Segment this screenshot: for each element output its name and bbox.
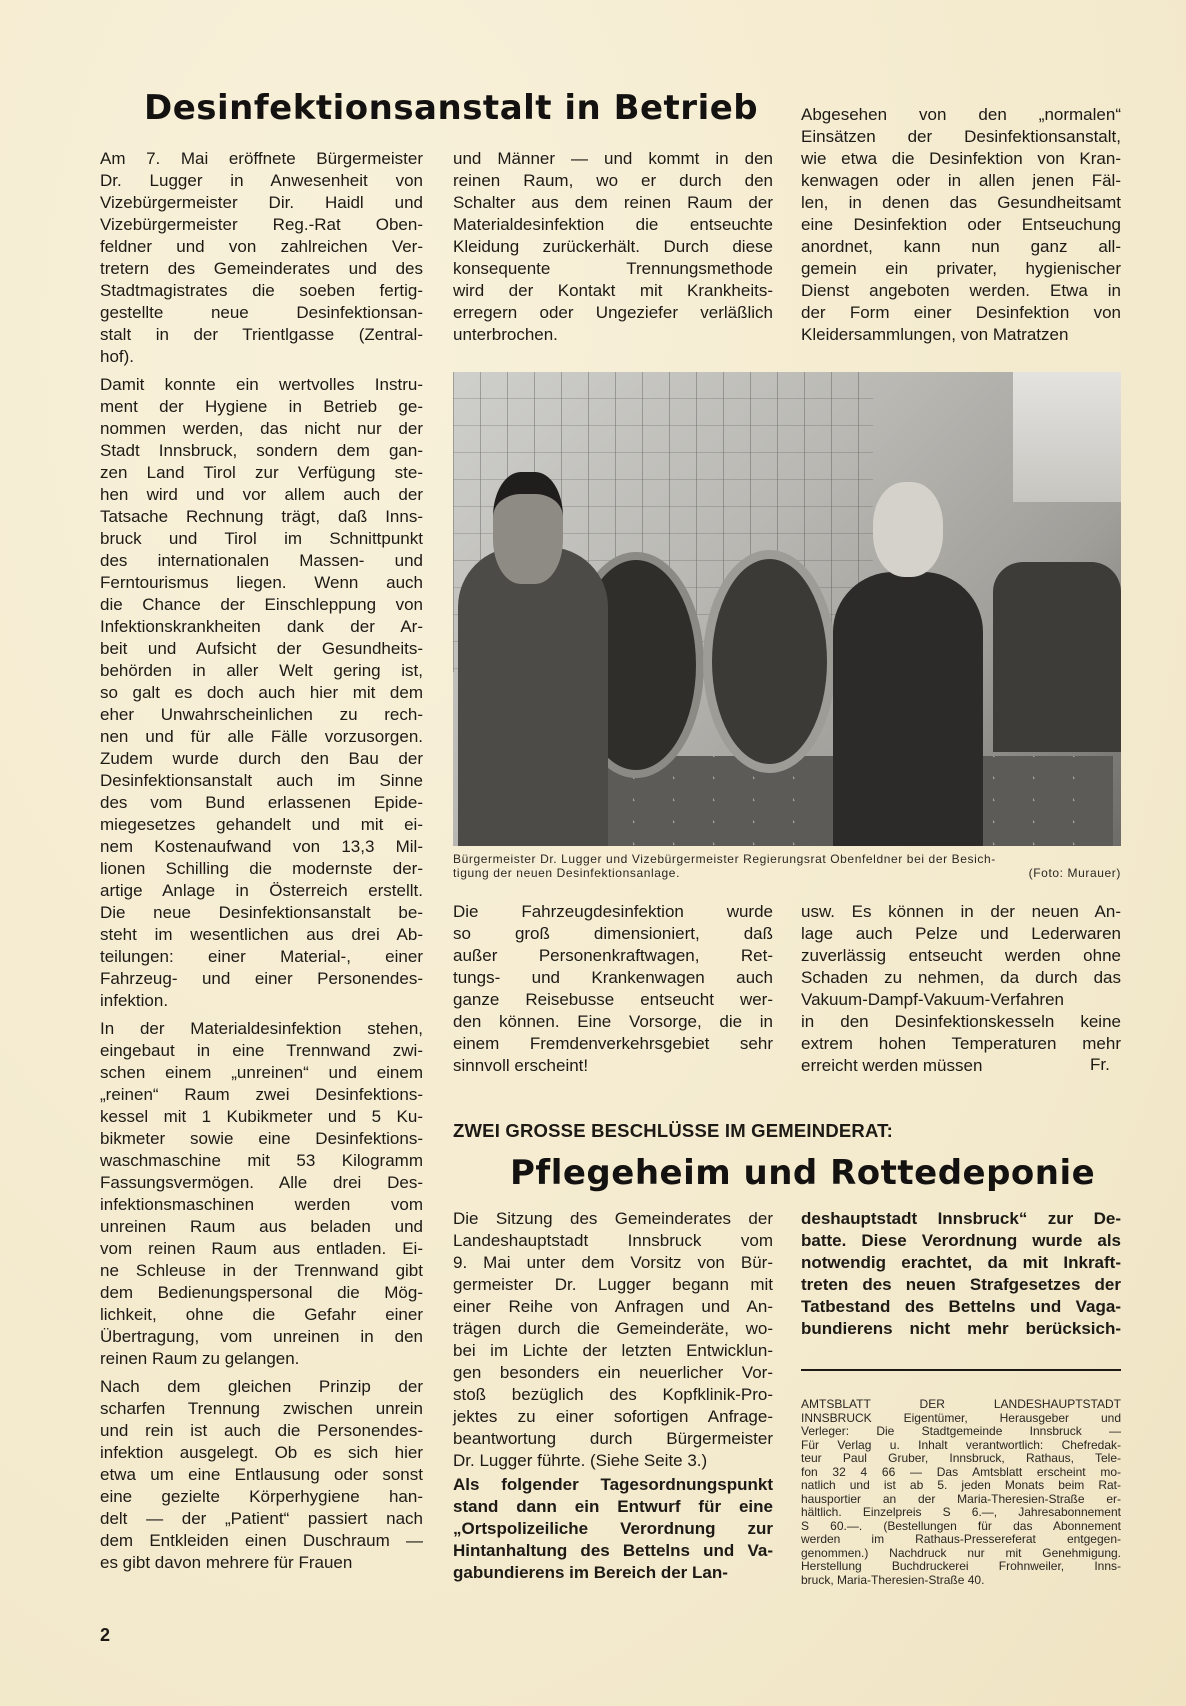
text-line: Dr. Lugger führte. (Siehe Seite 3.) (453, 1451, 708, 1470)
group-background (993, 562, 1121, 752)
text-line: hältlich. Einzelpreis S 6.—, Jahresabonnement (801, 1505, 1121, 1519)
text-line: stand dann ein Entwurf für eine (453, 1497, 773, 1516)
text-line: In der Materialdesinfektion stehen, (100, 1019, 423, 1038)
text-line: feldner und von zahlreichen Ver- (100, 237, 423, 256)
text-line: bruck und Tirol im Schnittpunkt (100, 529, 423, 548)
text-line: Kleidersammlungen, von Matratzen (801, 325, 1069, 344)
text-line: es gibt davon mehrere für Frauen (100, 1553, 353, 1572)
text-line: den können. Eine Vorsorge, die in (453, 1012, 773, 1031)
text-line: ganze Reisebusse entseucht wer- (453, 990, 773, 1009)
author-signature: Fr. (1090, 1055, 1110, 1074)
text-line: lionen Schilling die modernste der- (100, 859, 423, 878)
text-line: extrem hohen Temperaturen mehr (801, 1034, 1121, 1053)
text-line: Kleidung zurückerhält. Durch diese (453, 237, 773, 256)
text-line: usw. Es können in der neuen An- (801, 902, 1121, 921)
text-line: nommen werden, das nicht nur der (100, 419, 423, 438)
text-line: nem Kostenaufwand von 13,3 Mil- (100, 837, 423, 856)
ceiling-duct (1013, 372, 1121, 502)
paragraph (801, 901, 1121, 1077)
article-column-1 (100, 148, 423, 1580)
text-line: teilungen: einer Material-, einer (100, 947, 423, 966)
text-line: erregern oder Ungeziefer verläßlich (453, 303, 773, 322)
caption-line-2: tigung der neuen Desinfektionsanlage. (453, 866, 681, 880)
text-line: Materialdesinfektion die entseuchte (453, 215, 773, 234)
article-column-2-top (453, 148, 773, 352)
text-line: batte. Diese Verordnung wurde als (801, 1231, 1121, 1250)
text-line: dem Bedienungspersonal die Mög- (100, 1283, 423, 1302)
photo-caption (453, 852, 1121, 880)
text-line: notwendig erachtet, da mit Inkraft- (801, 1253, 1121, 1272)
article-column-2-bottom (453, 901, 773, 1083)
text-line: sinnvoll erscheint! (453, 1056, 589, 1075)
text-line: eine gezielte Körperhygiene han- (100, 1487, 423, 1506)
text-line: Übertragung, vom unreinen in den (100, 1327, 423, 1346)
text-line: anordnet, kann nun ganz all- (801, 237, 1121, 256)
text-line: trägen durch die Gemeinderäte, wo- (453, 1319, 773, 1338)
caption-line-1: Bürgermeister Dr. Lugger und Vizebürgermeister Regierungsrat Obenfeldner bei der Besich- (453, 852, 996, 866)
text-line: Tatbestand des Bettelns und Vaga- (801, 1297, 1121, 1316)
paragraph (453, 148, 773, 346)
text-line: hen wird und vor allem auch der (100, 485, 423, 504)
text-line: natlich und ist ab 5. jeden Monats beim Rat- (801, 1478, 1121, 1492)
text-line: bei im Lichte der letzten Entwicklun- (453, 1341, 773, 1360)
text-line: eingebaut in eine Trennwand zwi- (100, 1041, 423, 1060)
text-line: beit und Aufsicht der Gesundheits- (100, 639, 423, 658)
text-line: stoß bezüglich des Kopfklinik-Pro- (453, 1385, 773, 1404)
text-line: treten des neuen Strafgesetzes der (801, 1275, 1121, 1294)
person-center (833, 572, 983, 846)
text-line: wird der Kontakt mit Krankheits- (453, 281, 773, 300)
text-line: unterbrochen. (453, 325, 558, 344)
text-line: „Ortspolizeiliche Verordnung zur (453, 1519, 773, 1538)
text-line: unreinen Raum aus beladen und (100, 1217, 423, 1236)
text-line: tungs- und Krankenwagen auch (453, 968, 773, 987)
person-left-head (493, 472, 563, 584)
imprint-divider (801, 1369, 1121, 1371)
text-line: Tatsache Rechnung trägt, daß Inns- (100, 507, 423, 526)
text-line: Zudem wurde durch den Bau der (100, 749, 423, 768)
text-line: tretern des Gemeinderates und des (100, 259, 423, 278)
text-line: Einsätzen der Desinfektionsanstalt, (801, 127, 1121, 146)
text-line: fon 32 4 66 — Das Amtsblatt erscheint mo- (801, 1464, 1121, 1479)
article-headline-2: Pflegeheim und Rottedeponie (510, 1153, 1096, 1193)
article-kicker: ZWEI GROSSE BESCHLÜSSE IM GEMEINDERAT: (453, 1120, 893, 1141)
text-line: hof). (100, 347, 135, 366)
text-line: Vakuum-Dampf-Vakuum-Verfahren (801, 990, 1064, 1009)
text-line: des internationalen Massen- und (100, 551, 423, 570)
text-line: stalt in der Trientlgasse (Zentral- (100, 325, 423, 344)
paragraph-bold (801, 1208, 1121, 1340)
imprint-box (801, 1398, 1121, 1587)
paragraph (453, 901, 773, 1077)
text-line: bruck, Maria-Theresien-Straße 40. (801, 1572, 985, 1587)
article-2-column-3 (801, 1208, 1121, 1346)
text-line: Abgesehen von den „normalen“ (801, 105, 1121, 124)
text-line: infektionsmaschinen werden vom (100, 1195, 423, 1214)
text-line: S 60.—. (Bestellungen für das Abonnement (801, 1518, 1121, 1533)
text-line: miegesetzes gehandelt und mit ei- (100, 815, 423, 834)
text-line: erreicht werden müssen (801, 1056, 983, 1075)
text-line: reinen Raum, wo er durch den (453, 171, 773, 190)
text-line: Die Fahrzeugdesinfektion wurde (453, 902, 773, 921)
text-line: der Form einer Desinfektion von (801, 303, 1121, 322)
autoclave-door (703, 550, 836, 773)
text-line: in den Desinfektionskesseln keine (801, 1012, 1121, 1031)
text-line: etwa um eine Entlausung oder sonst (100, 1465, 423, 1484)
text-line: Stadt Innsbruck, sondern dem gan- (100, 441, 423, 460)
text-line: eine Desinfektion oder Entseuchung (801, 215, 1121, 234)
text-line: Herstellung Buchdruckerei Frohnweiler, Inns- (801, 1559, 1121, 1573)
paragraph (100, 374, 423, 1012)
text-line: ment der Hygiene in Betrieb ge- (100, 397, 423, 416)
paragraph (100, 148, 423, 368)
text-line: die Chance der Einschleppung von (100, 595, 423, 614)
paragraph (100, 1018, 423, 1370)
paragraph (453, 1208, 773, 1472)
text-line: Die Sitzung des Gemeinderates der (453, 1209, 773, 1228)
text-line: vom reinen Raum aus entladen. Ei- (100, 1239, 423, 1258)
text-line: kenwagen oder in allen jenen Fäl- (801, 171, 1121, 190)
text-line: Schalter aus dem reinen Raum der (453, 193, 773, 212)
text-line: eher Unwahrscheinlichen zu rech- (100, 705, 423, 724)
article-photo (453, 372, 1121, 846)
person-center-head (873, 482, 943, 577)
text-line: dem Entkleiden einen Duschraum — (100, 1531, 423, 1550)
text-line: Als folgender Tagesordnungspunkt (453, 1475, 773, 1494)
text-line: Vizebürgermeister Reg.-Rat Oben- (100, 215, 423, 234)
text-line: INNSBRUCK Eigentümer, Herausgeber und (801, 1410, 1121, 1425)
text-line: infektion. (100, 991, 169, 1010)
text-line: so groß dimensioniert, daß (453, 924, 773, 943)
article-2-column-2 (453, 1208, 773, 1590)
text-line: Fassungsvermögen. Alle drei Des- (100, 1173, 423, 1192)
article-column-3-top (801, 104, 1121, 352)
text-line: ne Schleuse in der Trennwand gibt (100, 1261, 423, 1280)
text-line: genommen.) Nachdruck nur mit Genehmigung. (801, 1545, 1121, 1560)
text-line: waschmaschine mit 53 Kilogramm (100, 1151, 423, 1170)
text-line: Desinfektionsanstalt auch im Sinne (100, 771, 423, 790)
text-line: jektes zu einer sofortigen Anfrage- (453, 1407, 773, 1426)
text-line: Nach dem gleichen Prinzip der (100, 1377, 423, 1396)
text-line: so galt es doch auch hier mit dem (100, 683, 423, 702)
text-line: Hintanhaltung des Bettelns und Va- (453, 1541, 773, 1560)
paragraph (801, 104, 1121, 346)
text-line: Verleger: Die Stadtgemeinde Innsbruck — (801, 1424, 1121, 1438)
text-line: behörden in aller Welt gering ist, (100, 661, 423, 680)
text-line: zuverlässig entseucht werden ohne (801, 946, 1121, 965)
photo-credit: (Foto: Murauer) (1028, 866, 1121, 880)
text-line: werden im Rathaus-Pressereferat entgegen- (801, 1532, 1121, 1546)
text-line: hausportier an der Maria-Theresien-Straße er- (801, 1491, 1121, 1506)
text-line: gabundierens im Bereich der Lan- (453, 1563, 728, 1582)
text-line: nen und für alle Fälle vorzusorgen. (100, 727, 423, 746)
text-line: gen besonders ein neuerlicher Vor- (453, 1363, 773, 1382)
text-line: Dienst angeboten werden. Etwa in (801, 281, 1121, 300)
text-line: Schaden zu nehmen, da durch das (801, 968, 1121, 987)
text-line: und rein ist auch die Personendes- (100, 1421, 423, 1440)
text-line: Vizebürgermeister Dir. Haidl und (100, 193, 423, 212)
text-line: Fahrzeug- und einer Personendes- (100, 969, 423, 988)
paragraph-bold (453, 1474, 773, 1584)
text-line: außer Personenkraftwagen, Ret- (453, 946, 773, 965)
text-line: Dr. Lugger in Anwesenheit von (100, 171, 423, 190)
text-line: artige Anlage in Österreich erstellt. (100, 881, 423, 900)
text-line: infektion ausgelegt. Ob es sich hier (100, 1443, 423, 1462)
text-line: konsequente Trennungsmethode (453, 259, 773, 278)
text-line: und Männer — und kommt in den (453, 149, 773, 168)
text-line: 9. Mai unter dem Vorsitz von Bür- (453, 1253, 773, 1272)
article-column-3-bottom (801, 901, 1121, 1083)
text-line: len, in denen das Gesundheitsamt (801, 193, 1121, 212)
text-line: Damit konnte ein wertvolles Instru- (100, 375, 423, 394)
text-line: „reinen“ Raum zwei Desinfektions- (100, 1085, 423, 1104)
article-headline: Desinfektionsanstalt in Betrieb (144, 88, 759, 128)
text-line: gemein ein privater, hygienischer (801, 259, 1121, 278)
text-line: lichkeit, ohne die Gefahr einer (100, 1305, 423, 1324)
page-number: 2 (100, 1625, 111, 1645)
text-line: teur Paul Gruber, Innsbruck, Rathaus, Tele- (801, 1451, 1121, 1465)
text-line: steht im wesentlichen aus drei Ab- (100, 925, 423, 944)
text-line: reinen Raum zu gelangen. (100, 1349, 300, 1368)
text-line: Ferntourismus liegen. Wenn auch (100, 573, 423, 592)
text-line: schen einem „unreinen“ und einem (100, 1063, 423, 1082)
text-line: deshauptstadt Innsbruck“ zur De- (801, 1209, 1121, 1228)
text-line: delt — der „Patient“ passiert nach (100, 1509, 423, 1528)
text-line: bundierens nicht mehr berücksich- (801, 1319, 1121, 1338)
text-line: Stadtmagistrates die soeben fertig- (100, 281, 423, 300)
text-line: einem Fremdenverkehrsgebiet sehr (453, 1034, 773, 1053)
text-line: bikmeter sowie eine Desinfektions- (100, 1129, 423, 1148)
text-line: Die neue Desinfektionsanstalt be- (100, 903, 423, 922)
text-line: kessel mit 1 Kubikmeter und 5 Ku- (100, 1107, 423, 1126)
text-line: Für Verlag u. Inhalt verantwortlich: Chefredak- (801, 1437, 1121, 1452)
text-line: scharfen Trennung zwischen unrein (100, 1399, 423, 1418)
person-left (458, 547, 608, 846)
paragraph (100, 1376, 423, 1574)
text-line: germeister Dr. Lugger begann mit (453, 1275, 773, 1294)
text-line: Am 7. Mai eröffnete Bürgermeister (100, 149, 423, 168)
text-line: einer Reihe von Anfragen und An- (453, 1297, 773, 1316)
text-line: lage auch Pelze und Lederwaren (801, 924, 1121, 943)
text-line: Landeshauptstadt Innsbruck vom (453, 1231, 773, 1250)
text-line: Infektionskrankheiten dank der Ar- (100, 617, 423, 636)
text-line: des vom Bund erlassenen Epide- (100, 793, 423, 812)
text-line: AMTSBLATT DER LANDESHAUPTSTADT (801, 1397, 1121, 1411)
text-line: wie etwa die Desinfektion von Kran- (801, 149, 1121, 168)
text-line: gestellte neue Desinfektionsan- (100, 303, 423, 322)
text-line: beantwortung durch Bürgermeister (453, 1429, 773, 1448)
text-line: zen Land Tirol zur Verfügung ste- (100, 463, 423, 482)
